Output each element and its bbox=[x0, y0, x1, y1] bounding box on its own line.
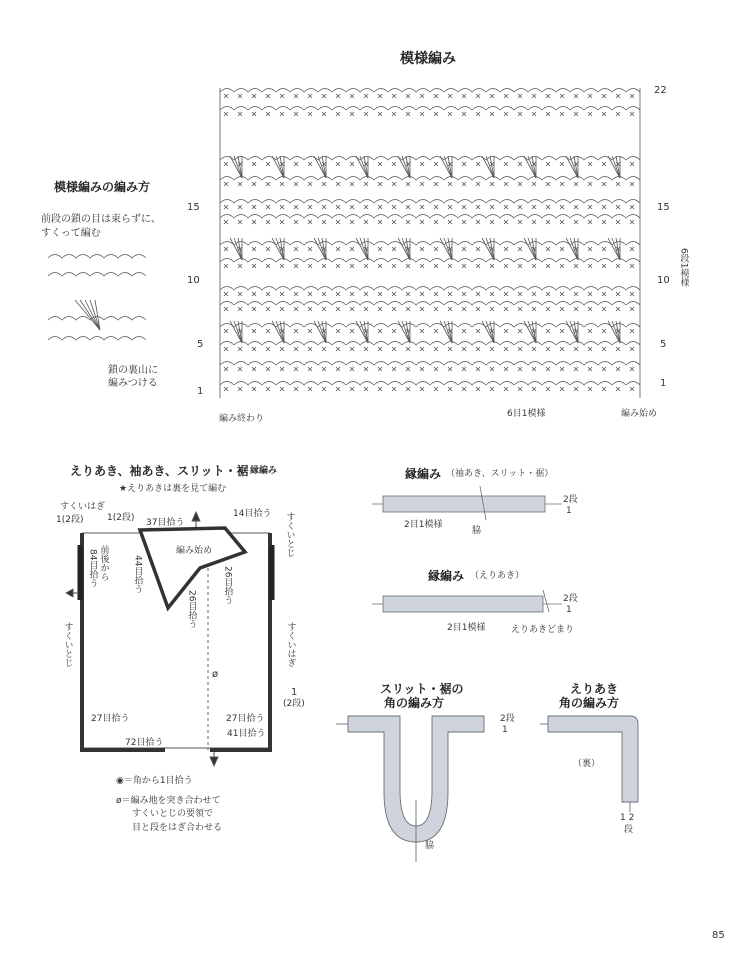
border-neck-r2: 2段 bbox=[563, 594, 578, 604]
border-sleeve-repeat: 2目1模様 bbox=[404, 520, 443, 530]
label-pick37: 37目拾う bbox=[146, 518, 185, 528]
label-pick44: 44目拾う bbox=[132, 555, 143, 594]
border-neck-r1: 1 bbox=[566, 605, 572, 615]
row-label-10-left: 10 bbox=[187, 275, 200, 286]
chain-row bbox=[220, 242, 640, 246]
fan-stitch bbox=[276, 156, 284, 178]
border-sleeve-title: 縁編み bbox=[405, 467, 442, 481]
label-1-2dan: 1(2段) bbox=[56, 515, 84, 525]
sample-chain bbox=[48, 273, 146, 277]
chain-row bbox=[220, 177, 640, 181]
label-two-r: (2段) bbox=[283, 699, 305, 709]
sample-chain bbox=[48, 337, 146, 341]
edging-title: えりあき、袖あき、スリット・裾 bbox=[70, 464, 249, 478]
corner-slit-side: 脇 bbox=[425, 841, 435, 851]
label-phi: ø bbox=[212, 669, 219, 680]
label-sukui-toji-r: すくいとじ bbox=[284, 512, 295, 557]
method-title: 模様編みの編み方 bbox=[54, 180, 151, 194]
border-sleeve-r2: 2段 bbox=[563, 495, 578, 505]
border-neck-stop: えりあきどまり bbox=[511, 625, 575, 635]
corner-neck-title-2: 角の編み方 bbox=[559, 696, 620, 710]
chain-row bbox=[220, 259, 640, 263]
fan-stitch bbox=[444, 156, 452, 178]
border-neck-title: 縁編み bbox=[428, 569, 465, 583]
fan-stitch bbox=[612, 156, 620, 178]
method-note-2: すくって編む bbox=[41, 228, 101, 239]
chain-row bbox=[220, 382, 640, 386]
border-sleeve-paren: （袖あき、スリット・裾） bbox=[446, 469, 554, 479]
legend-1: ◉＝角から1目拾う bbox=[116, 776, 193, 786]
method-note-1: 前段の鎖の目は束らずに、 bbox=[41, 214, 161, 225]
slit-corner-diagram bbox=[336, 716, 484, 862]
edging-title-suffix: 縁編み bbox=[250, 466, 278, 476]
chain-row bbox=[220, 200, 640, 204]
chart-title: 模様編み bbox=[400, 51, 456, 67]
arrow-down-head bbox=[210, 757, 218, 766]
sample-fan bbox=[80, 300, 100, 330]
corner-slit-r1: 1 bbox=[502, 725, 508, 735]
legend-3: すくいとじの要領で bbox=[132, 809, 214, 819]
sample-chain bbox=[48, 255, 146, 259]
chain-row bbox=[220, 324, 640, 328]
border-sleeve-side: 脇 bbox=[472, 526, 482, 536]
page-number: 85 bbox=[712, 930, 725, 941]
fan-stitch bbox=[234, 156, 242, 178]
legend-4: 目と段をはぎ合わせる bbox=[132, 823, 223, 833]
row-label-22: 22 bbox=[654, 85, 667, 96]
corner-slit-title-2: 角の編み方 bbox=[384, 696, 445, 710]
corner-slit-title-1: スリット・裾の bbox=[380, 682, 464, 696]
label-sukui-toji-l: すくいとじ bbox=[62, 622, 73, 667]
label-pick84: 84目拾う bbox=[87, 549, 98, 588]
label-pick26b: 26目拾う bbox=[186, 590, 197, 629]
end-label: 編み終わり bbox=[219, 414, 265, 424]
corner-neck-dan: 段 bbox=[624, 825, 634, 835]
chain-row bbox=[220, 215, 640, 219]
chain-row bbox=[220, 89, 640, 93]
row-label-1-right: 1 bbox=[660, 378, 667, 389]
fan-stitch bbox=[360, 156, 368, 178]
arrow-up-head bbox=[192, 512, 200, 521]
chain-row bbox=[220, 157, 640, 161]
row-label-15-left: 15 bbox=[187, 202, 200, 213]
label-pick27r: 27目拾う bbox=[226, 714, 265, 724]
chain-row bbox=[220, 107, 640, 111]
row-label-15-right: 15 bbox=[657, 202, 670, 213]
row-label-5-right: 5 bbox=[660, 339, 667, 350]
edging-band-sleeve bbox=[372, 486, 562, 520]
hem-band-right bbox=[210, 705, 270, 750]
row-label-5-left: 5 bbox=[197, 339, 204, 350]
label-pick26a: 26目拾う bbox=[222, 566, 233, 605]
fan-stitch bbox=[402, 156, 410, 178]
border-neck-paren: （えりあき） bbox=[470, 571, 525, 581]
corner-slit-r2: 2段 bbox=[500, 714, 515, 724]
sample-fan bbox=[90, 300, 100, 330]
fan-stitch bbox=[528, 156, 536, 178]
fan-stitch bbox=[570, 156, 578, 178]
label-one-r: 1 bbox=[291, 687, 298, 698]
sample-chain bbox=[48, 317, 146, 321]
label-start: 編み始め bbox=[176, 546, 213, 556]
method-note-3: 鎖の裏山に bbox=[108, 365, 158, 376]
method-note-4: 編みつける bbox=[108, 378, 158, 389]
chain-row bbox=[220, 287, 640, 291]
fan-stitch bbox=[318, 156, 326, 178]
label-front-back: 前後から bbox=[98, 545, 109, 581]
legend-2: ø＝編み地を突き合わせて bbox=[116, 796, 221, 806]
edging-band-neck bbox=[372, 590, 562, 612]
label-pick27l: 27目拾う bbox=[91, 714, 130, 724]
border-neck-repeat: 2目1模様 bbox=[447, 623, 486, 633]
stitch-chart bbox=[48, 88, 640, 398]
edging-note: ★えりあきは裏を見て編む bbox=[119, 484, 227, 494]
chain-row bbox=[220, 342, 640, 346]
border-sleeve-r1: 1 bbox=[566, 506, 572, 516]
chain-row bbox=[220, 362, 640, 366]
label-pick41: 41目拾う bbox=[227, 729, 266, 739]
row-label-1-left: 1 bbox=[197, 386, 204, 397]
label-pick14: 14目拾う bbox=[233, 509, 272, 519]
corner-neck-r12: 1 2 bbox=[620, 813, 635, 823]
arrow-left-head bbox=[66, 589, 73, 597]
corner-neck-title-1: えりあき bbox=[570, 682, 619, 696]
chain-row bbox=[220, 302, 640, 306]
start-label: 編み始め bbox=[621, 409, 658, 419]
row-label-10-right: 10 bbox=[657, 275, 670, 286]
repeat-stitches-label: 6目1模様 bbox=[507, 409, 546, 419]
label-sukui-hagi: すくいはぎ bbox=[60, 502, 106, 512]
fan-stitch bbox=[486, 156, 494, 178]
repeat-rows-label: 6段1模様 bbox=[678, 248, 689, 287]
label-pick72: 72目拾う bbox=[125, 738, 164, 748]
label-1-2dan-b: 1(2段) bbox=[107, 513, 135, 523]
label-sukui-hagi-r: すくいはぎ bbox=[285, 622, 296, 667]
corner-neck-back: （裏） bbox=[573, 759, 601, 769]
